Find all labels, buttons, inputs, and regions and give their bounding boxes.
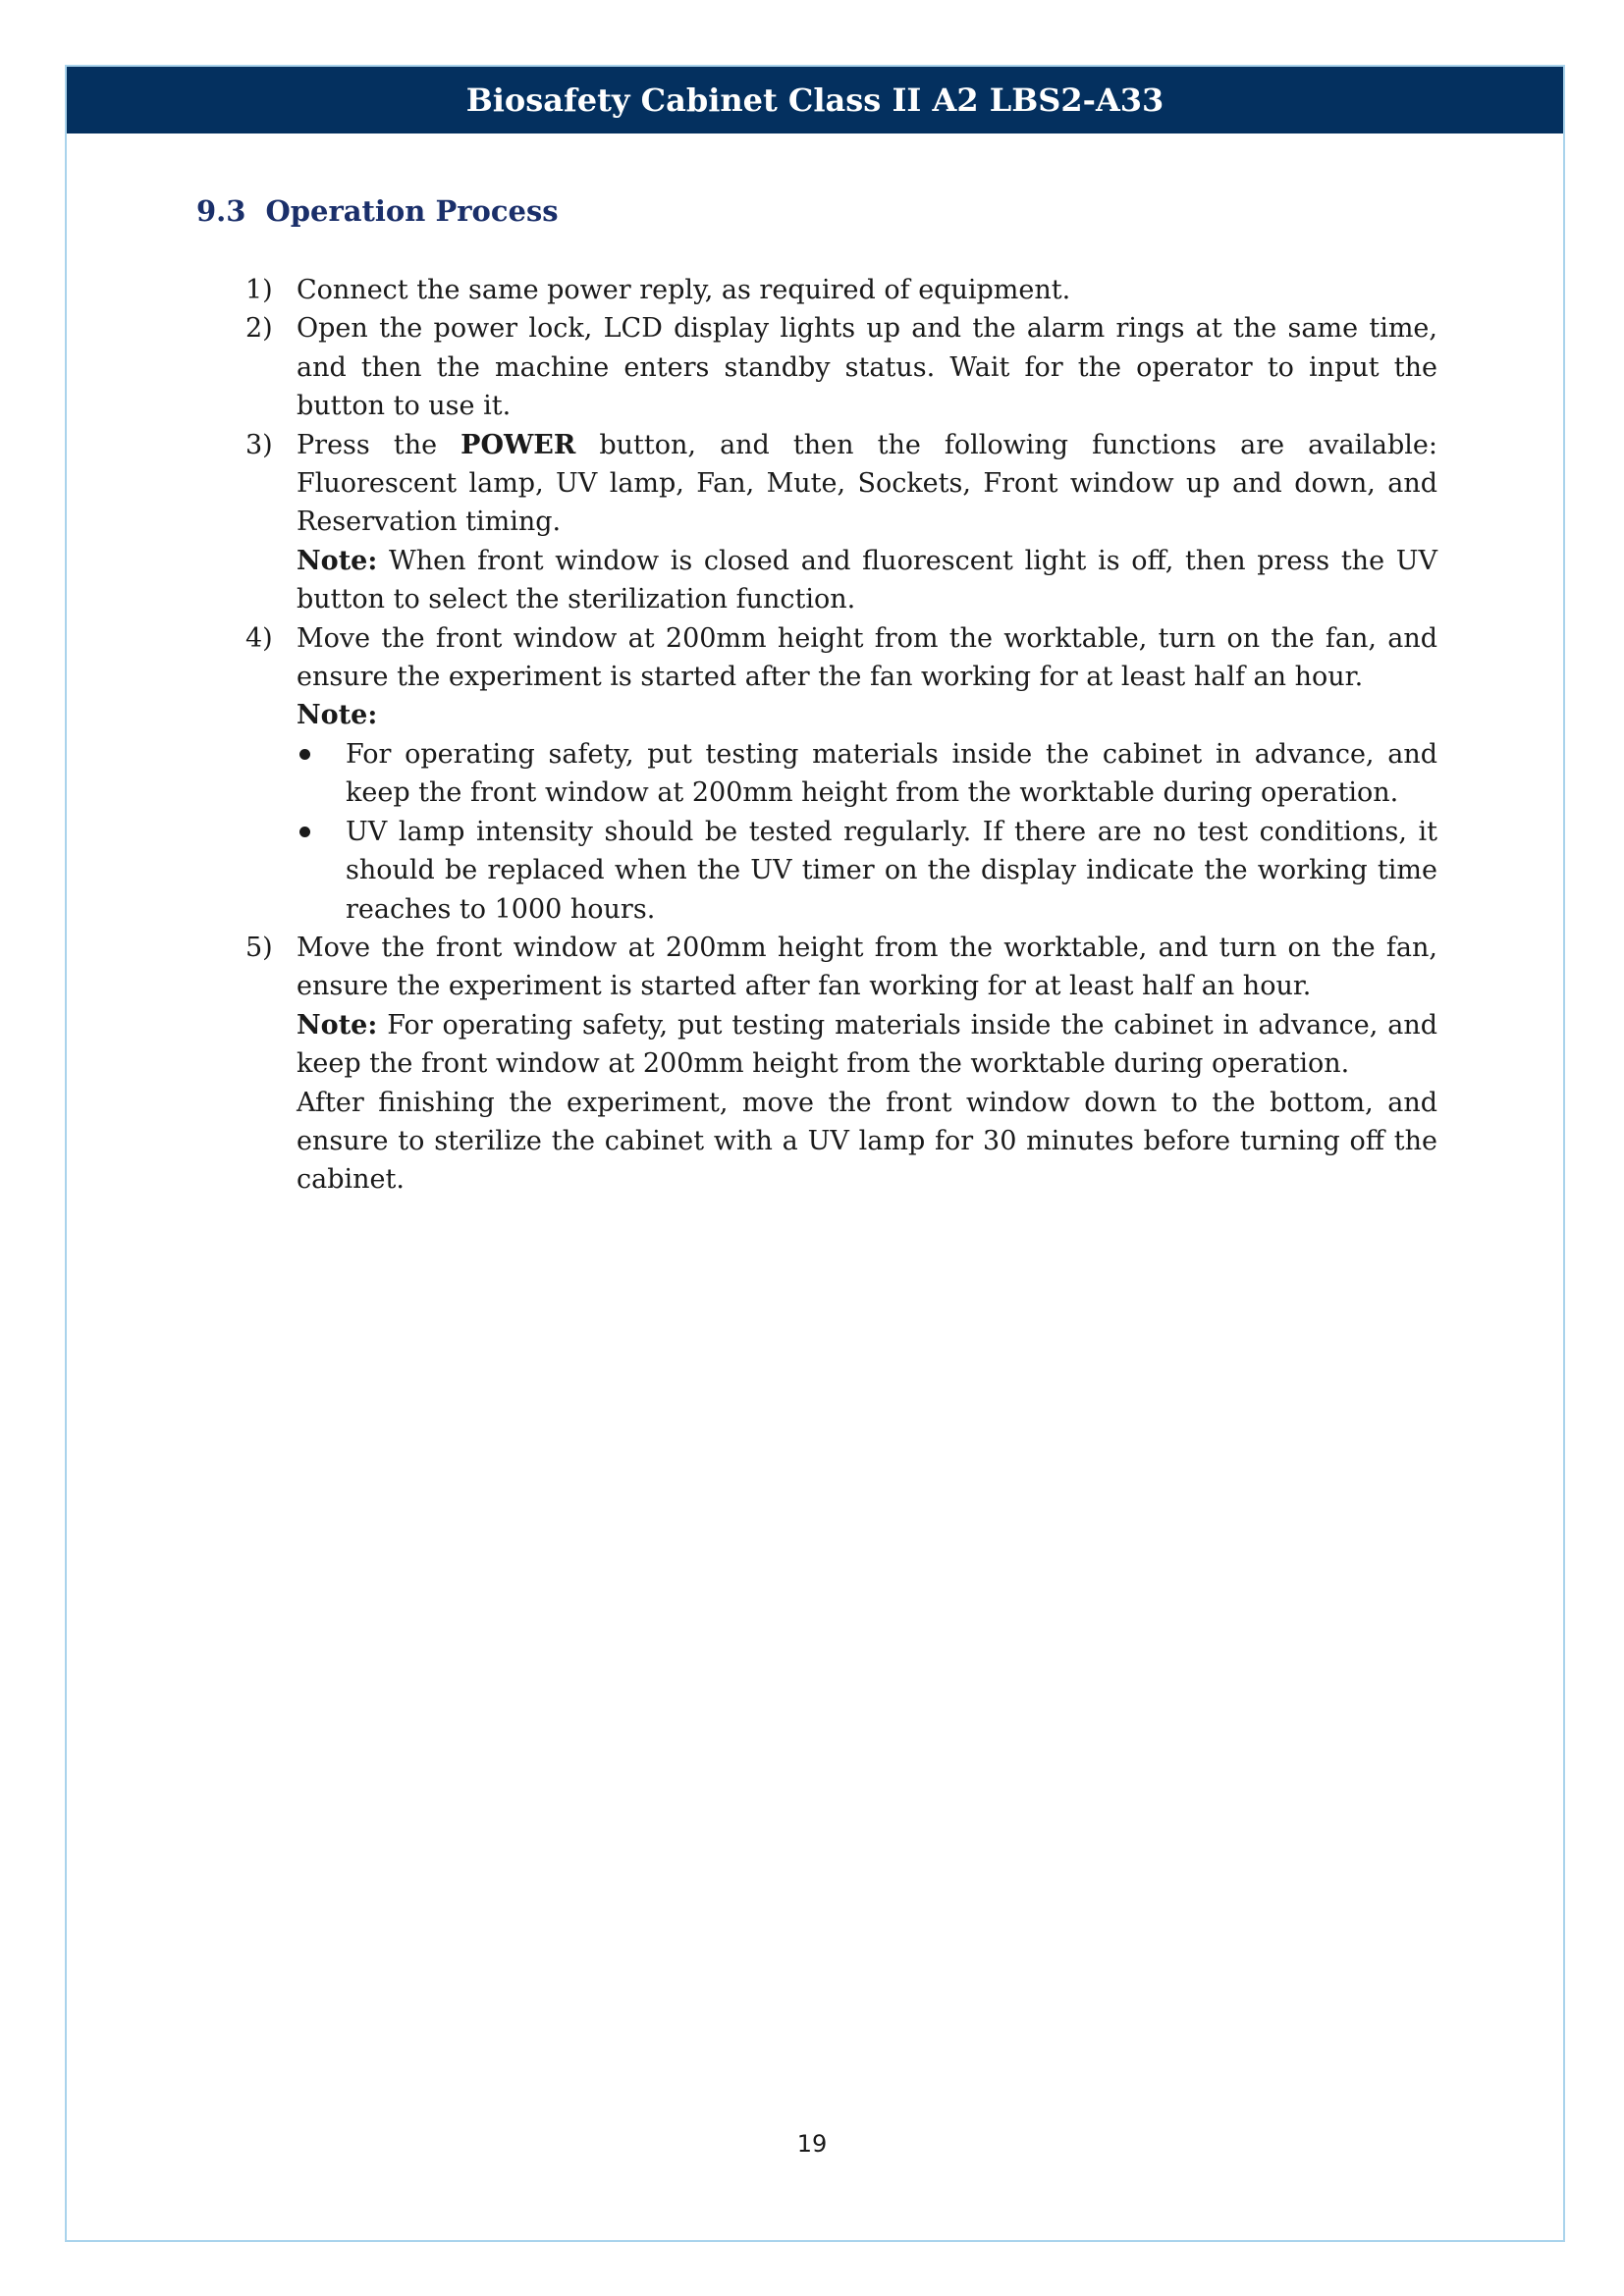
step-4 [245,619,1437,929]
page-number: 19 [796,2130,828,2158]
step-5 [245,929,1437,1200]
step-text-after: button, and then the following functions are available: Fluorescent lamp, UV lamp, Fan, Mute, Sockets, Front window up and down, and Reservation timing. [297,429,1437,538]
step-text [297,426,1437,542]
bullet-text: UV lamp intensity should be tested regularly. If there are no test conditions, it should be replaced when the UV timer on the display indicate the working time reaches to 1000 hours. [346,816,1437,925]
step-number: 3) [245,429,273,460]
step-note [297,1006,1437,1084]
list-item [297,813,1437,929]
step-number: 1) [245,275,273,305]
document-title: Biosafety Cabinet Class II A2 LBS2-A33 [465,81,1164,119]
note-text: For operating safety, put testing materials inside the cabinet in advance, and keep the front window at 200mm height from the worktable during operation. [297,1009,1437,1080]
power-keyword: POWER [460,429,576,460]
step-text: Connect the same power reply, as required of equipment. [297,275,1071,305]
step-3 [245,426,1437,619]
step-number: 2) [245,313,273,345]
bullet-icon [299,827,310,837]
section-heading [196,194,559,228]
operation-steps [245,271,1437,1200]
document-header [67,67,1563,133]
step-text: Move the front window at 200mm height from the worktable, turn on the fan, and ensure the experiment is started after the fan working for at least half an hour. [297,622,1437,693]
list-item [297,735,1437,813]
step-note [297,542,1437,619]
note-label: Note: [297,1009,378,1041]
note-label: Note: [297,545,378,576]
note-bullet-list [297,735,1437,929]
step-text: Move the front window at 200mm height from the worktable, and turn on the fan, ensure the experiment is started after fan working for at least half an hour. [297,932,1437,1002]
step-after-text: After finishing the experiment, move the front window down to the bottom, and ensure to sterilize the cabinet with a UV lamp for 30 minutes before turning off the cabinet. [297,1087,1437,1196]
bullet-icon [299,749,310,760]
step-number: 4) [245,622,273,654]
section-number: 9.3 [196,194,246,228]
step-text: Open the power lock, LCD display lights up and the alarm rings at the same time, and then the machine enters standby status. Wait for the operator to input the button to use it. [297,313,1437,422]
step-1 [245,271,1437,309]
note-label: Note: [297,700,378,731]
step-number: 5) [245,932,273,963]
step-2 [245,309,1437,425]
note-text: When front window is closed and fluorescent light is off, then press the UV button to select the sterilization function. [297,545,1437,615]
section-title: Operation Process [265,194,559,228]
step-text-before: Press the [297,429,461,460]
bullet-text: For operating safety, put testing materials inside the cabinet in advance, and keep the front window at 200mm height from the worktable during operation. [346,738,1437,809]
